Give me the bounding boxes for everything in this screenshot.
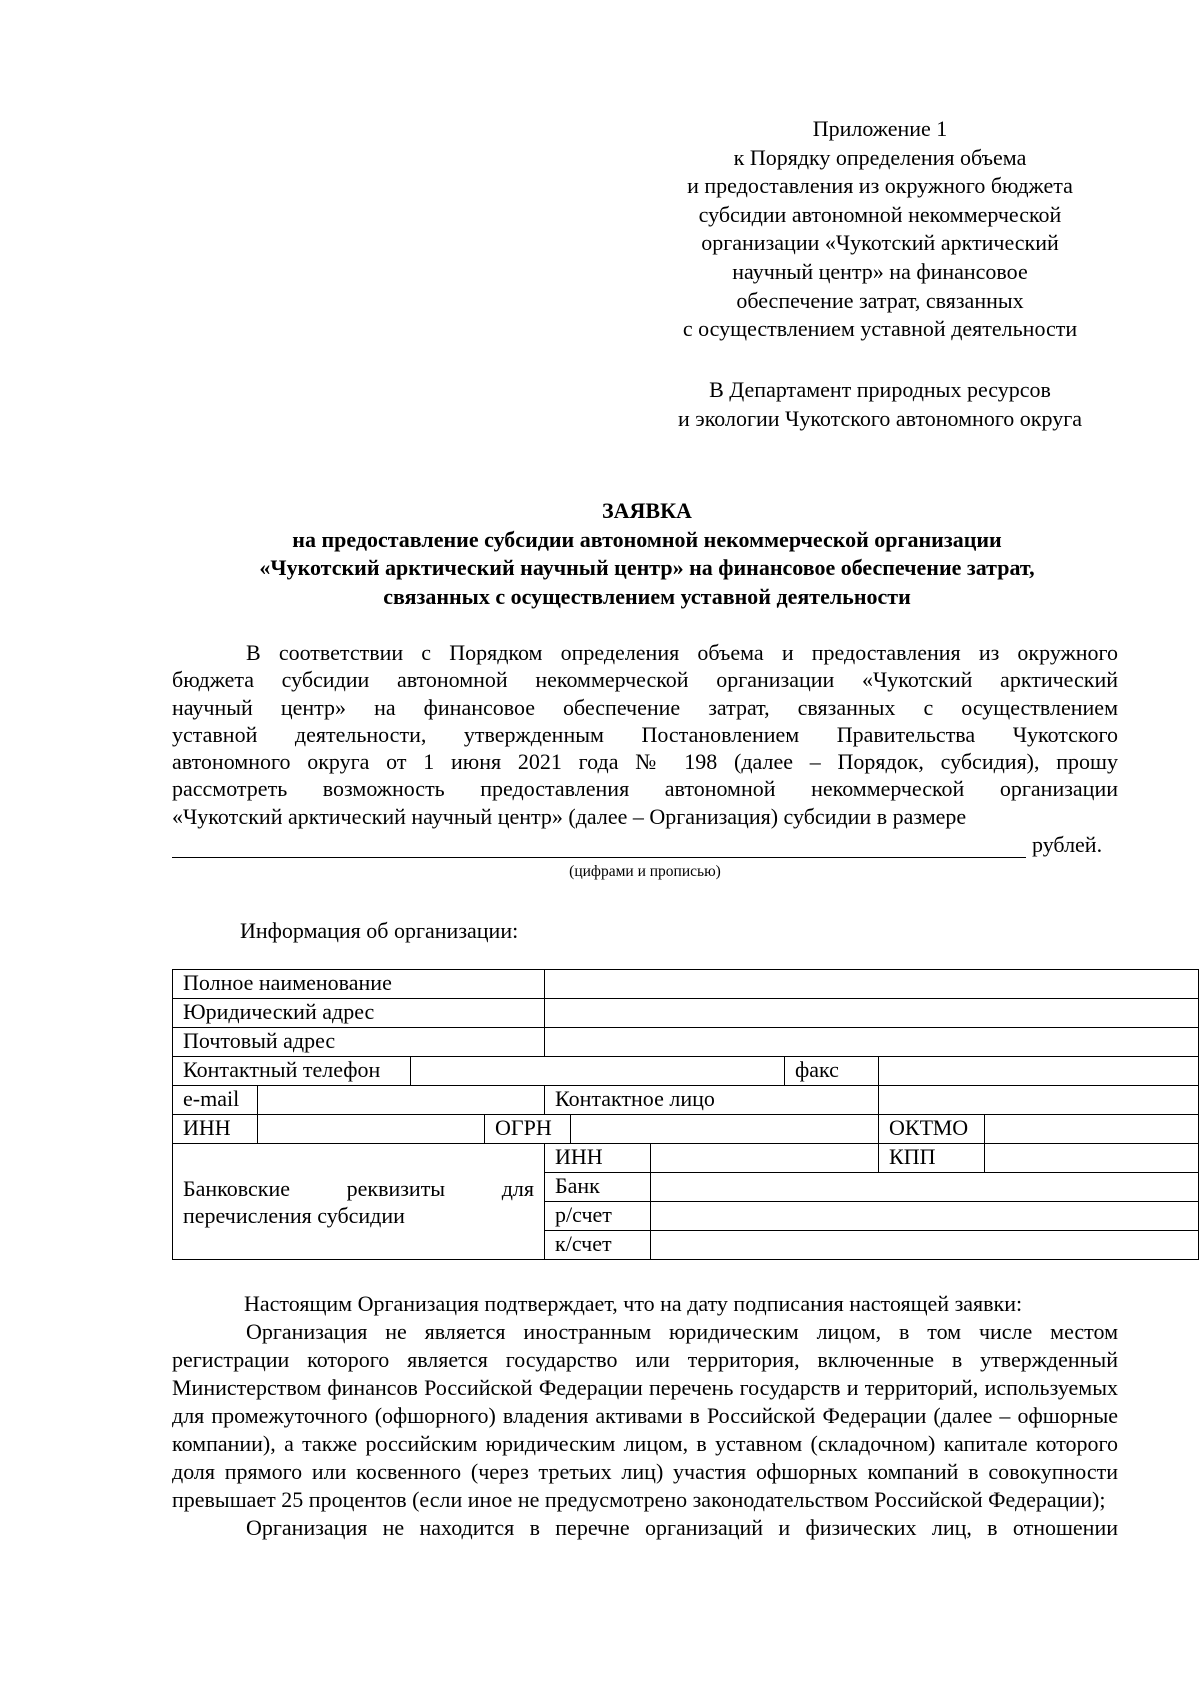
amount-field xyxy=(172,832,1122,860)
table-row xyxy=(173,1144,1199,1173)
addressee-line: и экологии Чукотского автономного округа xyxy=(678,405,1082,431)
amount-blank-line[interactable] xyxy=(172,832,1026,858)
document-title xyxy=(172,497,1122,611)
title-line: на предоставление субсидии автономной некоммерческой организации xyxy=(292,526,1002,552)
confirmation-paragraph: Организация не находится в перечне организаций и физических лиц, в отношении xyxy=(246,1515,1118,1540)
appendix-line: с осуществлением уставной деятельности xyxy=(682,316,1078,342)
appendix-line: Приложение 1 xyxy=(812,116,948,141)
addressee-block xyxy=(640,376,1120,433)
correspondent-account-value[interactable] xyxy=(651,1231,1199,1260)
confirmation-lead: Настоящим Организация подтверждает, что на дату подписания настоящей заявки: xyxy=(244,1291,1023,1316)
appendix-line: обеспечение затрат, связанных xyxy=(736,287,1024,313)
appendix-line: организации «Чукотский арктический xyxy=(701,230,1059,256)
appendix-line: к Порядку определения объема xyxy=(733,144,1027,170)
info-heading: Информация об организации: xyxy=(240,918,519,943)
request-line: рассмотреть возможность предоставления автономной некоммерческой организации xyxy=(172,776,1118,802)
bank-details-label-line: Банковские реквизиты для xyxy=(183,1175,535,1201)
settlement-account-value[interactable] xyxy=(651,1202,1199,1231)
confirmation-section xyxy=(172,1290,1118,1542)
request-line: бюджета субсидии автономной некоммерческой организации «Чукотский арктический xyxy=(172,667,1118,693)
addressee-line: В Департамент природных ресурсов xyxy=(709,377,1051,402)
postal-address-label: Почтовый адрес xyxy=(173,1028,545,1057)
amount-unit: рублей. xyxy=(1032,832,1103,857)
bank-inn-label: ИНН xyxy=(545,1144,651,1173)
full-name-value[interactable] xyxy=(545,970,1199,999)
postal-address-value[interactable] xyxy=(545,1028,1199,1057)
inn-value[interactable] xyxy=(258,1115,485,1144)
request-paragraph xyxy=(172,639,1118,830)
bank-inn-value[interactable] xyxy=(651,1144,879,1173)
kpp-label: КПП xyxy=(879,1144,985,1173)
appendix-line: и предоставления из окружного бюджета xyxy=(687,173,1073,199)
email-value[interactable] xyxy=(258,1086,545,1115)
title-line: «Чукотский арктический научный центр» на финансовое обеспечение затрат, xyxy=(259,555,1035,580)
email-label: e-mail xyxy=(173,1086,258,1115)
inn-label: ИНН xyxy=(173,1115,258,1144)
request-line: уставной деятельности, утвержденным Постановлением Правительства Чукотского xyxy=(172,721,1118,747)
title-line: связанных с осуществлением уставной деятельности xyxy=(383,583,911,609)
settlement-account-label: р/счет xyxy=(545,1202,651,1231)
oktmo-value[interactable] xyxy=(985,1115,1199,1144)
full-name-label: Полное наименование xyxy=(173,970,545,999)
bank-details-label xyxy=(173,1144,545,1260)
fax-value[interactable] xyxy=(879,1057,1199,1086)
confirmation-paragraph: Организация не является иностранным юридическим лицом, в том числе местом регистрации которого является государство или территория, включенные в утвержденный Министерством финансов Российской Федерации перечень государств и территорий, используемых для промежуточного (офшорного) владения активами в Российской Федерации (далее – офшорные компании), а также российским юридическим лицом, в уставном (складочном) капитале которого доля прямого или косвенного (через третьих лиц) участия офшорных компаний в совокупности превышает 25 процентов (если иное не предусмотрено законодательством Российской Федерации); xyxy=(172,1319,1118,1512)
table-row xyxy=(173,1028,1199,1057)
appendix-block xyxy=(640,115,1120,344)
table-row xyxy=(173,1115,1199,1144)
contact-person-value[interactable] xyxy=(879,1086,1199,1115)
phone-label: Контактный телефон xyxy=(173,1057,411,1086)
request-line: научный центр» на финансовое обеспечение затрат, связанных с осуществлением xyxy=(172,694,1118,720)
bank-label: Банк xyxy=(545,1173,651,1202)
organization-info-table xyxy=(172,969,1199,1260)
table-row xyxy=(173,970,1199,999)
appendix-line: научный центр» на финансовое xyxy=(732,258,1028,284)
oktmo-label: ОКТМО xyxy=(879,1115,985,1144)
contact-person-label: Контактное лицо xyxy=(545,1086,879,1115)
table-row xyxy=(173,999,1199,1028)
request-line: «Чукотский арктический научный центр» (далее – Организация) субсидии в размере xyxy=(172,803,967,829)
amount-hint: (цифрами и прописью) xyxy=(569,863,721,880)
fax-label: факс xyxy=(785,1057,879,1086)
bank-details-label-line: перечисления субсидии xyxy=(183,1202,405,1228)
appendix-line: субсидии автономной некоммерческой xyxy=(698,201,1062,227)
request-line: В соответствии с Порядком определения объема и предоставления из окружного xyxy=(246,640,1118,665)
legal-address-value[interactable] xyxy=(545,999,1199,1028)
legal-address-label: Юридический адрес xyxy=(173,999,545,1028)
bank-value[interactable] xyxy=(651,1173,1199,1202)
correspondent-account-label: к/счет xyxy=(545,1231,651,1260)
request-line: автономного округа от 1 июня 2021 года № 198 (далее – Порядок, субсидия), прошу xyxy=(172,749,1118,775)
ogrn-value[interactable] xyxy=(571,1115,879,1144)
phone-value[interactable] xyxy=(411,1057,785,1086)
ogrn-label: ОГРН xyxy=(485,1115,571,1144)
table-row xyxy=(173,1086,1199,1115)
kpp-value[interactable] xyxy=(985,1144,1199,1173)
table-row xyxy=(173,1057,1199,1086)
title-heading: ЗАЯВКА xyxy=(602,498,692,523)
